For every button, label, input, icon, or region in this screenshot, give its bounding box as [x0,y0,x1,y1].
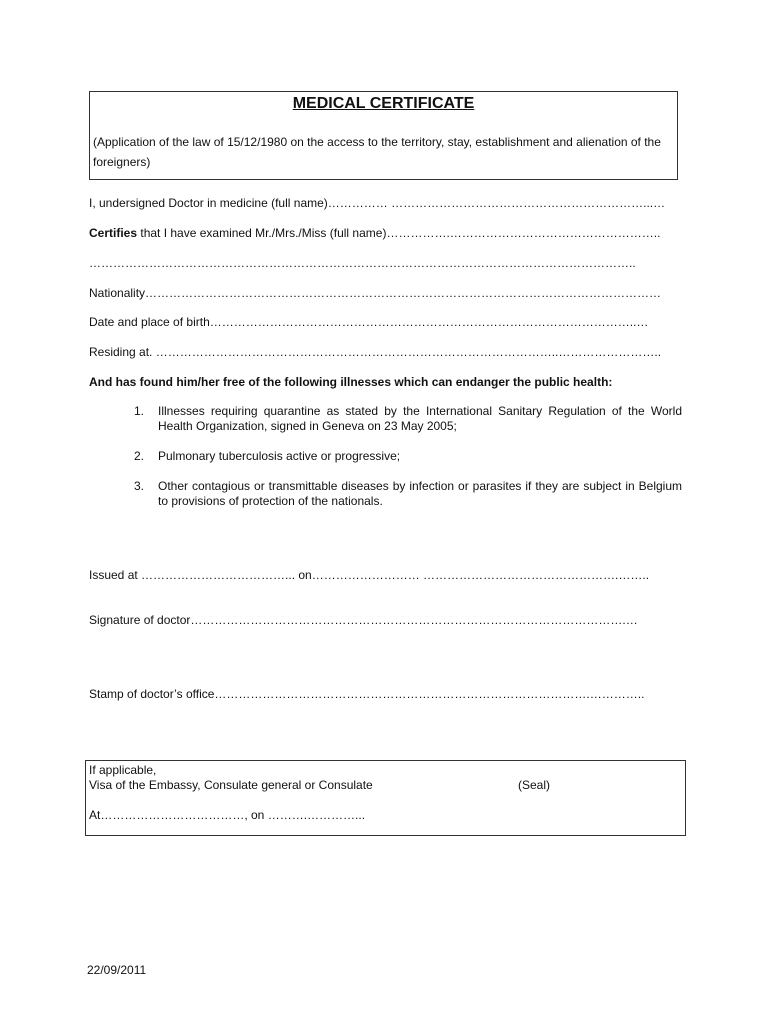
illness-text-1: Illnesses requiring quarantine as stated by the International Sanitary Regulation of the World Health Organization, signed in Geneva on 23 May 2005; [158,404,682,433]
signature-field[interactable]: Signature of doctor……………………………………………………………………………………………….… [89,613,638,627]
illness-text-2: Pulmonary tuberculosis active or progressive; [158,449,401,463]
continuation-line[interactable]: ……………………………………………………………………………………………………………………….. [89,256,636,270]
visa-at-field[interactable]: At………………………………, on ……….…………... [89,808,366,822]
examined-person-field[interactable] [89,226,660,240]
nationality-field[interactable]: Nationality………………………………………………………………………………………………………………… [89,286,662,300]
illness-number-1: 1. [134,404,145,418]
residing-field[interactable]: Residing at. ………………………………………………………………………………………..…………………….. [89,345,662,359]
if-applicable-label: If applicable, [89,763,157,777]
visa-label: Visa of the Embassy, Consulate general or Consulate [89,778,373,792]
footer-date: 22/09/2011 [87,963,147,977]
illness-number-3: 3. [134,479,145,493]
doctor-name-field[interactable]: I, undersigned Doctor in medicine (full name)…………… ………………………………………………………...… [89,196,666,210]
birth-field[interactable]: Date and place of birth……………………………………………………………………………………………..… [89,315,649,329]
header-box [89,91,678,180]
seal-label: (Seal) [518,778,551,792]
certifies-label: Certifies [89,226,138,240]
issued-at-field[interactable]: Issued at ………………………………... on……………………… ………………………………………….…….. [89,568,650,582]
illness-text-3: Other contagious or transmittable diseases by infection or parasites if they are subject in Belgium to provisions of protection of the nationals. [158,479,682,508]
visa-box [85,760,686,836]
statement-text: And has found him/her free of the following illnesses which can endanger the public health: [89,375,613,389]
stamp-field[interactable]: Stamp of doctor’s office………………………………………………………………………………….………….. [89,687,645,701]
illness-number-2: 2. [134,449,145,463]
examined-person-text: that I have examined Mr./Mrs./Miss (full name)…………….…………………………………………….. [137,226,661,240]
document-title: MEDICAL CERTIFICATE [292,95,475,112]
document-subtitle: (Application of the law of 15/12/1980 on the access to the territory, stay, establishment and alienation of the foreigners) [93,135,661,169]
